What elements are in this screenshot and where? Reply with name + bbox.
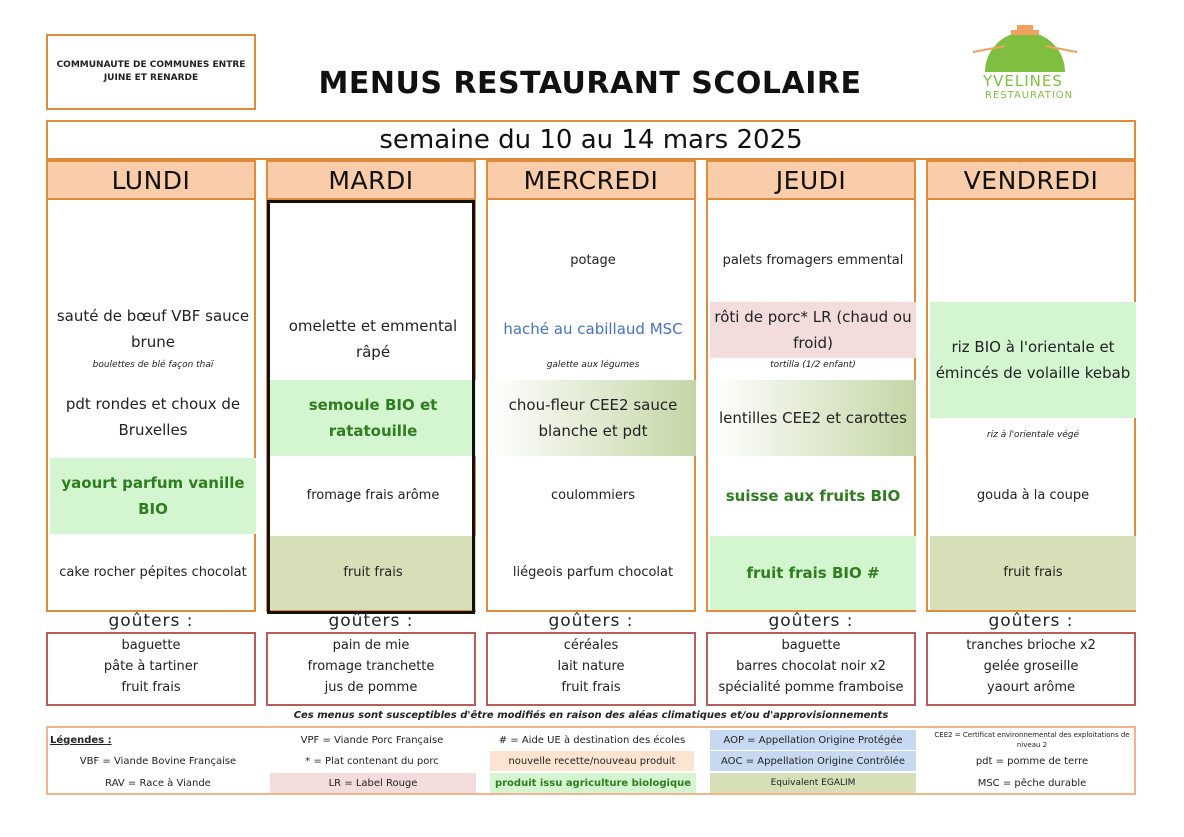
disclaimer-note: Ces menus sont susceptibles d'être modifiés en raison des aléas climatiques et/ou d'approvisionnements: [293, 710, 889, 721]
gouter-item: spécialité pomme framboise: [718, 680, 904, 695]
day-header: LUNDI: [46, 160, 256, 200]
main-dish-cell: omelette et emmental râpé: [288, 317, 458, 361]
legend-vbf: VBF = Viande Bovine Française: [79, 755, 237, 767]
side-dish-cell: semoule BIO et ratatouille: [270, 380, 476, 456]
gouters-box-mardi: [266, 632, 476, 706]
gouters-label: goûters :: [988, 611, 1074, 631]
yvelines-logo: [965, 22, 1085, 108]
gouter-item: baguette: [781, 638, 841, 653]
alternative-dish: galette aux légumes: [546, 360, 640, 370]
legend-vpf: VPF = Viande Porc Française: [300, 734, 444, 746]
gouter-item: tranches brioche x2: [966, 638, 1096, 653]
legend-lr: LR = Label Rouge: [270, 773, 476, 793]
gouter-item: gelée groseille: [983, 659, 1079, 674]
legend-nouveau: nouvelle recette/nouveau produit: [490, 751, 694, 771]
community-box: [46, 34, 256, 110]
menu-box: [926, 200, 1136, 612]
logo-text-yvelines: YVELINES: [983, 72, 1063, 90]
gouter-item: céréales: [563, 638, 619, 653]
main-dish-cell: riz BIO à l'orientale et émincés de volaille kebab: [930, 302, 1136, 418]
starter-cell: potage: [570, 253, 616, 268]
community-name: COMMUNAUTE DE COMMUNES ENTRE JUINE ET RENARDE: [56, 59, 246, 83]
menu-box: [46, 200, 256, 612]
alternative-dish: riz à l'orientale végé: [986, 430, 1080, 440]
main-dish-cell: rôti de porc* LR (chaud ou froid): [710, 302, 916, 358]
legend-porc: * = Plat contenant du porc: [305, 755, 439, 767]
starter-cell: [50, 200, 256, 300]
legend-box: [46, 726, 1136, 795]
week-title: semaine du 10 au 14 mars 2025: [46, 120, 1136, 160]
gouters-label: goûters :: [548, 611, 634, 631]
gouters-label: goûters :: [108, 611, 194, 631]
side-dish-cell: pdt rondes et choux de Bruxelles: [65, 395, 241, 439]
main-dish-cell: sauté de bœuf VBF sauce brune: [56, 307, 250, 351]
legend-bio: produit issu agriculture biologique: [490, 773, 696, 793]
gouter-item: pain de mie: [332, 638, 410, 653]
side-dish-cell: chou-fleur CEE2 sauce blanche et pdt: [490, 380, 696, 456]
alternative-dish: tortilla (1/2 enfant): [770, 360, 856, 370]
starter-cell: [930, 200, 1136, 300]
day-header: VENDREDI: [926, 160, 1136, 200]
day-header: JEUDI: [706, 160, 916, 200]
gouter-item: lait nature: [557, 659, 625, 674]
legend-pdt: pdt = pomme de terre: [975, 755, 1089, 767]
gouters-box-jeudi: [706, 632, 916, 706]
legend-rav: RAV = Race à Viande: [105, 777, 211, 789]
menu-box: [486, 200, 696, 612]
gouter-item: fruit frais: [121, 680, 181, 695]
gouter-item: pâte à tartiner: [103, 659, 199, 674]
dessert-cell: cake rocher pépites chocolat: [59, 565, 247, 580]
today-highlight-frame: [267, 200, 475, 614]
legend-aoc: AOC = Appellation Origine Contrôlée: [710, 751, 916, 771]
legend-msc: MSC = pêche durable: [977, 777, 1087, 789]
gouter-item: barres chocolat noir x2: [736, 659, 886, 674]
gouters-box-lundi: [46, 632, 256, 706]
dessert-cell: fruit frais: [270, 536, 476, 610]
side-dish-cell: lentilles CEE2 et carottes: [710, 380, 916, 456]
gouters-box-mercredi: [486, 632, 696, 706]
gouter-item: fruit frais: [561, 680, 621, 695]
page-title: MENUS RESTAURANT SCOLAIRE: [318, 66, 862, 101]
dairy-cell: coulommiers: [551, 488, 635, 503]
starter-cell: palets fromagers emmental: [722, 253, 904, 268]
gouters-label: goûters :: [328, 611, 414, 631]
menu-box: [706, 200, 916, 612]
day-header: MERCREDI: [486, 160, 696, 200]
dairy-cell: suisse aux fruits BIO: [725, 487, 901, 505]
dairy-cell: fromage frais arôme: [306, 488, 440, 503]
gouters-label: goûters :: [768, 611, 854, 631]
main-dish-cell: haché au cabillaud MSC: [503, 320, 683, 338]
legend-title: Légendes :: [50, 734, 112, 746]
gouters-box-vendredi: [926, 632, 1136, 706]
logo-text-restauration: RESTAURATION: [985, 90, 1074, 101]
gouter-item: baguette: [121, 638, 181, 653]
dairy-cell: gouda à la coupe: [976, 488, 1090, 503]
legend-cee2: CEE2 = Certificat environnemental des exploitations de niveau 2: [934, 731, 1130, 749]
dairy-cell: yaourt parfum vanille BIO: [50, 458, 256, 534]
legend-aop: AOP = Appellation Origine Protégée: [710, 730, 916, 750]
legend-egalim: Equivalent EGALIM: [710, 773, 916, 793]
dessert-cell: liégeois parfum chocolat: [512, 565, 674, 580]
day-header: MARDI: [266, 160, 476, 200]
dessert-cell: fruit frais BIO #: [710, 536, 916, 610]
gouter-item: fromage tranchette: [307, 659, 435, 674]
legend-ue: # = Aide UE à destination des écoles: [498, 734, 686, 746]
alternative-dish: boulettes de blé façon thaï: [92, 360, 214, 370]
gouter-item: yaourt arôme: [986, 680, 1076, 695]
gouter-item: jus de pomme: [324, 680, 418, 695]
dessert-cell: fruit frais: [930, 536, 1136, 610]
